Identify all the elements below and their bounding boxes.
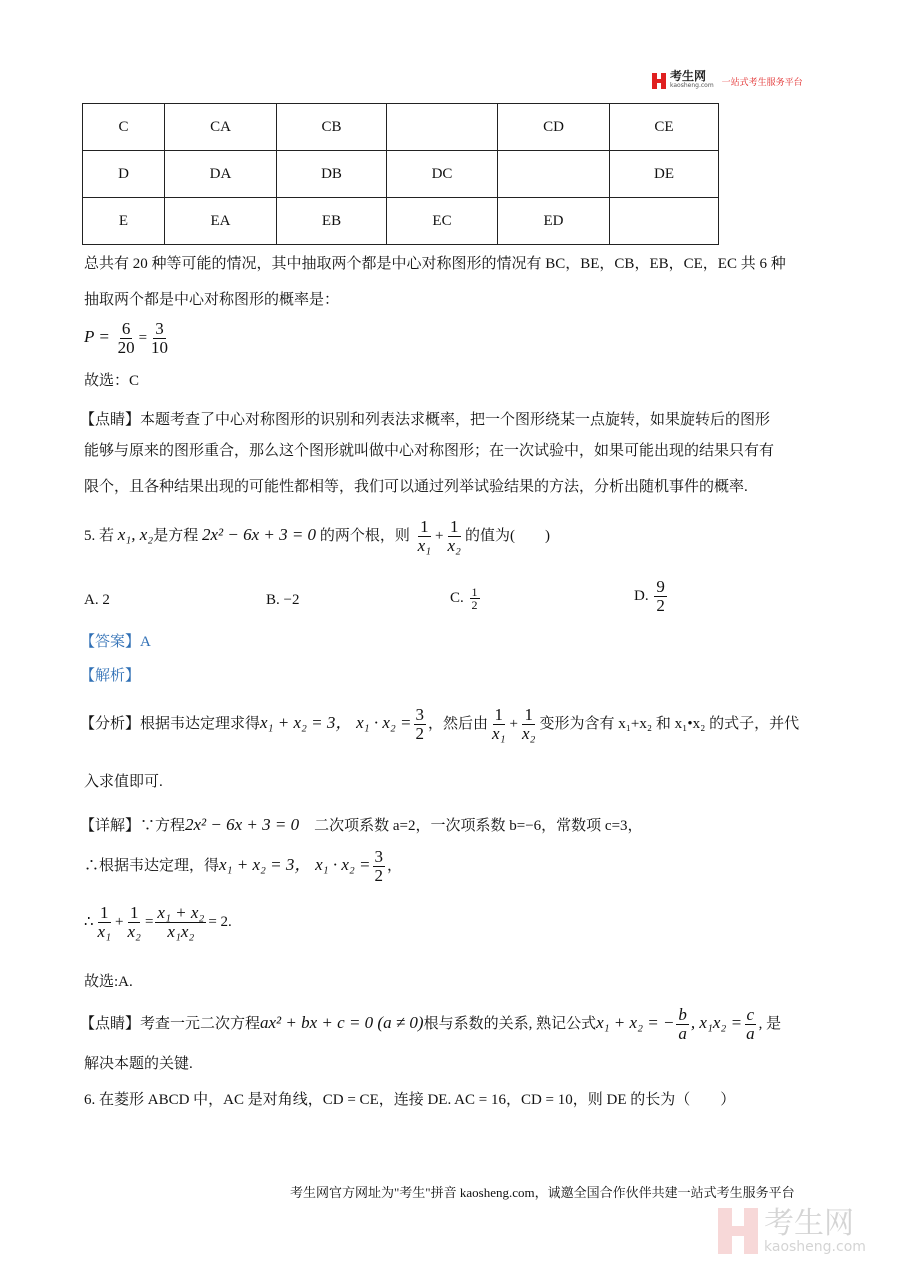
text-line: 入求值即可. <box>84 774 163 790</box>
table-cell <box>387 104 498 151</box>
question-6: 6. 在菱形 ABCD 中，AC 是对角线，CD = CE，连接 DE. AC = 16，CD = 10，则 DE 的长为（ ） <box>84 1092 736 1108</box>
table-cell: DC <box>387 151 498 198</box>
table-cell: EB <box>277 198 387 245</box>
option-c: C. $\frac{1}{2}$ <box>450 585 478 612</box>
site-name: 考生网 <box>670 69 707 83</box>
site-domain: kaosheng.com <box>670 82 714 89</box>
table-cell: DE <box>610 151 719 198</box>
table-row <box>83 151 719 198</box>
table-cell: CD <box>498 104 610 151</box>
analysis-line: 【分析】根据韦达定理求得x₁ + x₂ = 3， x₁ · x₂ = $\frac{3}{2}$ ，然后由 $\frac{1}{\text{x₁}}$ + $\frac{1}{\text{x₂}}$ 变形为含有 x₁+x₂ 和 x₁•x₂ 的式子，并代 <box>80 705 800 743</box>
detail-line: 【详解】∵方程2x² − 6x + 3 = 0 二次项系数 a=2，一次项系数 b=−6，常数项 c=3， <box>80 815 643 834</box>
option-b: B. −2 <box>266 592 300 608</box>
analysis-label: 【解析】 <box>80 668 141 684</box>
table-cell: DA <box>165 151 277 198</box>
outcome-table <box>82 103 719 245</box>
text-line: 总共有 20 种等可能的情况，其中抽取两个都是中心对称图形的情况有 BC，BE，CB，EB，CE，EC 共 6 种 <box>84 256 786 272</box>
table-cell <box>610 198 719 245</box>
table-row <box>83 104 719 151</box>
text-line: 能够与原来的图形重合，那么这个图形就叫做中心对称图形；在一次试验中，如果可能出现的结果只有有 <box>84 443 775 459</box>
table-row <box>83 198 719 245</box>
detail-line: ∴根据韦达定理，得x₁ + x₂ = 3， x₁ · x₂ = $\frac{3}{2}$ ， <box>84 847 403 885</box>
footer-text: 考生网官方网址为"考生"拼音 kaosheng.com，诚邀全国合作伙伴共建一站式考生服务平台 <box>290 1185 795 1200</box>
watermark-logo: 考生网 kaosheng.com <box>718 1208 866 1254</box>
table-cell <box>498 151 610 198</box>
header-logo <box>652 69 803 90</box>
watermark-icon <box>718 1208 758 1254</box>
text-line: 故选：C <box>84 373 140 389</box>
table-cell: E <box>83 198 165 245</box>
table-cell: EC <box>387 198 498 245</box>
detail-line: ∴ $\frac{1}{\text{x₁}}$ + $\frac{1}{\text{x₂}}$ = $\frac{\text{x₁ + x₂}}{\text{x₁x₂}}$ = 2. <box>84 903 232 941</box>
slogan: 一站式考生服务平台 <box>721 77 803 88</box>
table-cell: D <box>83 151 165 198</box>
table-cell: C <box>83 104 165 151</box>
logo-icon <box>652 73 666 89</box>
table-cell: CB <box>277 104 387 151</box>
table-cell: CA <box>165 104 277 151</box>
question-5: 5. 若 x₁, x₂是方程 2x² − 6x + 3 = 0 的两个根，则 $\frac{1}{\text{x₁}}$ + $\frac{1}{\text{x₂}}$ 的值为( ) <box>84 517 550 555</box>
table-cell: DB <box>277 151 387 198</box>
text-line: 【点睛】本题考查了中心对称图形的识别和列表法求概率，把一个图形绕某一点旋转，如果旋转后的图形 <box>80 412 771 428</box>
text-line: 解决本题的关键. <box>84 1056 193 1072</box>
table-cell: EA <box>165 198 277 245</box>
option-a: A. 2 <box>84 592 110 608</box>
text-line: 限个，且各种结果出现的可能性都相等，我们可以通过列举试验结果的方法，分析出随机事件的概率. <box>84 479 748 495</box>
text-line: 故选:A. <box>84 974 133 990</box>
probability-formula: P = $\frac{6}{20}$ = $\frac{3}{10}$ <box>84 319 169 357</box>
table-cell: ED <box>498 198 610 245</box>
table-cell: CE <box>610 104 719 151</box>
text-line: 抽取两个都是中心对称图形的概率是： <box>84 292 340 308</box>
option-d: D. $\frac{9}{2}$ <box>634 577 665 615</box>
comment-line: 【点睛】考查一元二次方程ax² + bx + c = 0 (a ≠ 0)根与系数的关系, 熟记公式x₁ + x₂ = − $\frac{b}{a}$ , x₁x₂ = $\frac{c}{a}$ , 是 <box>80 1005 782 1043</box>
answer-label: 【答案】A <box>80 634 151 650</box>
